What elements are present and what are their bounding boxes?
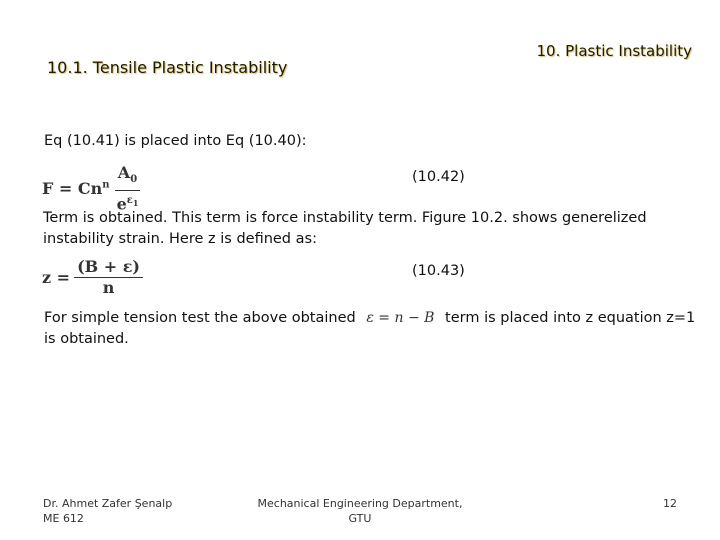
eq1-denominator: $e^{\varepsilon_1}$ — [116, 194, 139, 214]
paragraph-line: is obtained. — [44, 331, 129, 347]
equation-number-10-42: (10.42) — [412, 169, 465, 185]
equation-number-10-43: (10.43) — [412, 263, 465, 279]
paragraph-force-instability — [43, 208, 647, 250]
paragraph-line: Term is obtained. This term is force instability term. Figure 10.2. shows generelized — [43, 210, 647, 226]
eq2-fraction — [74, 257, 143, 298]
paragraph-line: instability strain. Here z is defined as: — [43, 231, 317, 247]
page-number: 12 — [663, 497, 677, 510]
equation-10-42 — [42, 163, 141, 215]
footer-department: Mechanical Engineering Department, GTU — [257, 497, 463, 525]
chapter-title: 10. Plastic Instability — [536, 42, 692, 60]
eq2-denominator: n — [102, 278, 115, 297]
intro-text: Eq (10.41) is placed into Eq (10.40): — [44, 133, 307, 149]
section-title: 10.1. Tensile Plastic Instability — [47, 58, 288, 77]
eq2-lhs: z = — [42, 268, 71, 287]
footer-author: Dr. Ahmet Zafer Şenalp ME 612 — [43, 497, 173, 525]
inline-equation: ε = n − B — [366, 310, 435, 326]
eq2-numerator: (B + ε) — [74, 257, 143, 278]
paragraph-line: For simple tension test the above obtained ε = n − B term is placed into z equation z=1 — [44, 310, 696, 326]
eq1-numerator: $A_0$ — [115, 163, 140, 191]
eq1-lhs: $F = Cn^n$ — [42, 179, 110, 199]
eq1-fraction — [114, 163, 142, 215]
equation-10-43 — [42, 257, 143, 298]
paragraph-simple-tension — [44, 308, 704, 350]
